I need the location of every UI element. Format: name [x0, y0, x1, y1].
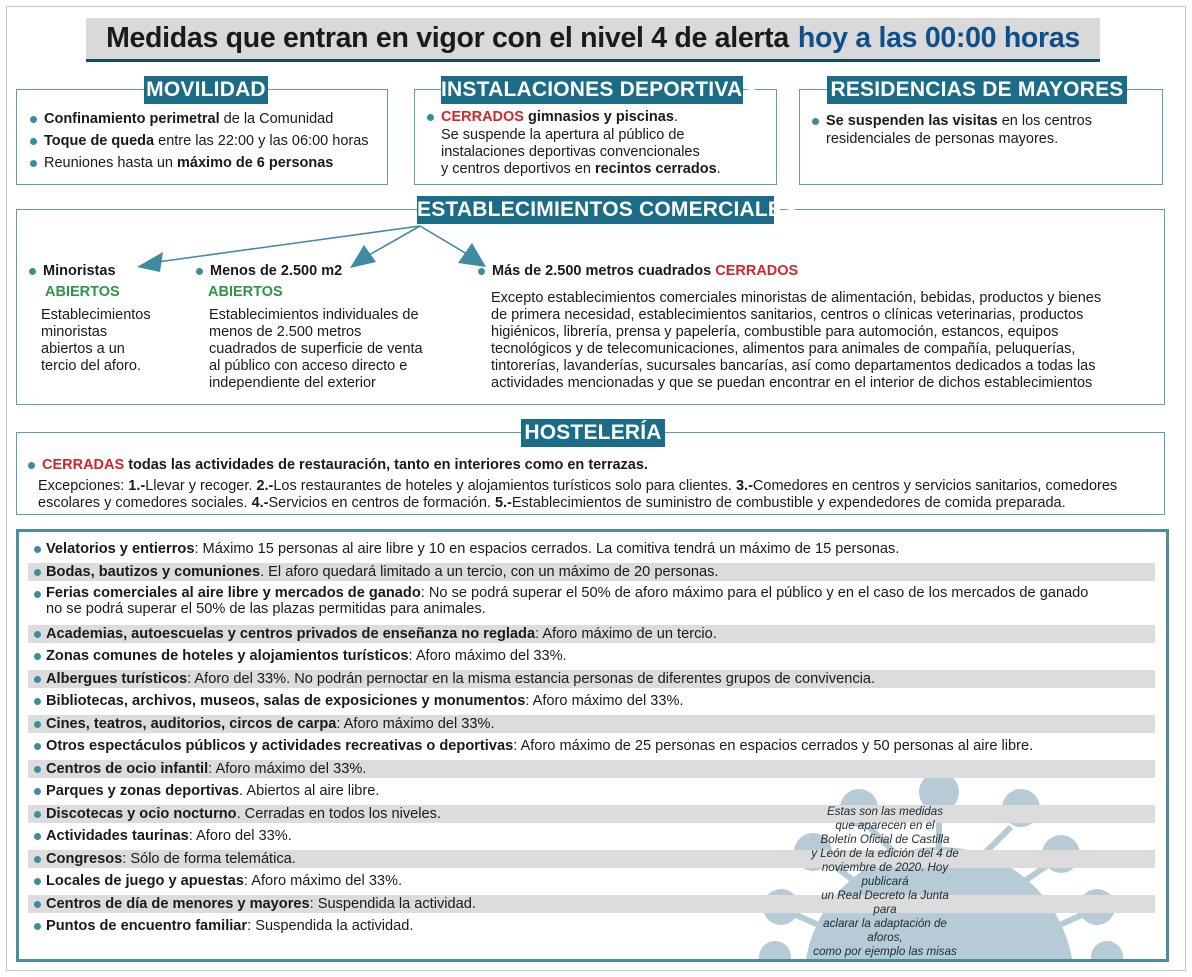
menos-line: cuadrados de superficie de venta [209, 341, 423, 357]
deportivas-line: instalaciones deportivas convencionales [441, 144, 700, 160]
virus-note-line: que aparecen en el [835, 819, 935, 832]
minoristas-status: ABIERTOS [45, 284, 120, 300]
list-item: CERRADOS gimnasios y piscinas. [427, 108, 772, 127]
table-row: Discotecas y ocio nocturno. Cerradas en todos los niveles. [28, 805, 1155, 823]
mas-title: Más de 2.500 metros cuadrados CERRADOS [478, 262, 1158, 281]
deportivas-heading: INSTALACIONES DEPORTIVAS [441, 76, 743, 104]
hosteleria-main: CERRADAS todas las actividades de restauración, tanto en interiores como en terrazas. [28, 456, 1163, 475]
table-row: Puntos de encuentro familiar: Suspendida la actividad. [28, 917, 1155, 935]
virus-note-line: como por ejemplo las misas [813, 945, 957, 958]
table-row: Zonas comunes de hoteles y alojamientos turísticos: Aforo máximo del 33%. [28, 647, 1155, 665]
table-row: Velatorios y entierros: Máximo 15 personas al aire libre y 10 en espacios cerrados. La comitiva tendrá un máximo de 15 personas. [28, 540, 1155, 558]
virus-note-line: aclarar la adaptación de aforos, [823, 917, 947, 944]
table-row: Centros de ocio infantil: Aforo máximo del 33%. [28, 760, 1155, 778]
table-row: Parques y zonas deportivas. Abiertos al aire libre. [28, 782, 1155, 800]
minoristas-title: Minoristas [29, 262, 179, 281]
menos-col [196, 262, 456, 392]
minoristas-line: abiertos a un [41, 341, 125, 357]
menos-line: menos de 2.500 metros [209, 324, 362, 340]
residencias-line: residenciales de personas mayores. [826, 131, 1059, 147]
mas-line: Excepto establecimientos comerciales minoristas de alimentación, bebidas, productos y bienes [491, 290, 1102, 306]
virus-note-line: noviembre de 2020. Hoy publicará [821, 861, 949, 888]
mas-status: CERRADOS [715, 263, 799, 279]
menos-line: Establecimientos individuales de [209, 307, 419, 323]
deportivas-line: y centros deportivos en recintos cerrados. [441, 161, 721, 177]
arrow-minoristas [150, 226, 420, 263]
deportivas-line: Se suspende la apertura al público de [441, 127, 685, 143]
minoristas-col [29, 262, 179, 375]
minoristas-line: Establecimientos [41, 307, 151, 323]
virus-note-line: un Real Decreto la Junta para [821, 889, 949, 916]
minoristas-line: tercio del aforo. [41, 358, 141, 374]
arrow-mas [420, 226, 472, 257]
list-item: Toque de queda entre las 22:00 y las 06:00 horas [30, 132, 380, 151]
table-row: Otros espectáculos públicos y actividades recreativas o deportivas: Aforo máximo de 25 personas en espacios cerrados y 50 personas al aire libre. [28, 737, 1155, 755]
table-row: Albergues turísticos: Aforo del 33%. No podrán pernoctar en la misma estancia personas de diferentes grupos de convivencia. [28, 670, 1155, 688]
mas-line: tintorerías, lavanderías, sucursales bancarías, así como departamentos dedicados a todas las [491, 358, 1096, 374]
title-highlight: hoy a las 00:00 horas [797, 22, 1080, 54]
residencias-heading: RESIDENCIAS DE MAYORES [827, 76, 1127, 104]
title-main: Medidas que entran en vigor con el nivel 4 de alerta [106, 22, 789, 54]
table-row: Academias, autoescuelas y centros privados de enseñanza no reglada: Aforo máximo de un tercio. [28, 625, 1155, 643]
arrow-menos [362, 226, 420, 259]
virus-note [810, 805, 960, 959]
hosteleria-heading: HOSTELERÍA [521, 419, 665, 447]
table-row: Centros de día de menores y mayores: Suspendida la actividad. [28, 895, 1155, 913]
mas-line: higiénicos, librería, prensa y papelería, combustible para automoción, estancos, equipos [491, 324, 1059, 340]
table-row: Ferias comerciales al aire libre y mercados de ganado: No se podrá superar el 50% de aforo máximo para el público y en el caso de los mercados de ganado no se podrá superar el 50% de las plazas permitidas para animales. [28, 585, 1155, 617]
virus-note-line: y León de la edición del 4 de [811, 847, 959, 860]
mas-line: actividades mencionadas y que se puedan encontrar en el interior de dichos establecimientos [491, 375, 1093, 391]
menos-title: Menos de 2.500 m2 [196, 262, 456, 281]
list-item: Reuniones hasta un máximo de 6 personas [30, 154, 380, 173]
table-row: Congresos: Sólo de forma telemática. [28, 850, 1155, 868]
hosteleria-exc-line2: escolares y comedores sociales. 4.-Servicios en centros de formación. 5.-Establecimientos de suministro de combustible y expendedores de comida preparada. [38, 495, 1066, 511]
hosteleria-exc-line1: Excepciones: 1.-Llevar y recoger. 2.-Los restaurantes de hoteles y alojamientos turísticos solo para clientes. 3.-Comedores en centros y servicios sanitarios, comedores [38, 478, 1118, 494]
list-item: Se suspenden las visitas en los centros [812, 112, 1157, 131]
table-row: Cines, teatros, auditorios, circos de carpa: Aforo máximo del 33%. [28, 715, 1155, 733]
minoristas-line: minoristas [41, 324, 108, 340]
list-item: Confinamiento perimetral de la Comunidad [30, 110, 380, 129]
mas-line: de primera necesidad, establecimientos sanitarios, centros o clínicas veterinarias, productos [491, 307, 1084, 323]
table-row: Bibliotecas, archivos, museos, salas de exposiciones y monumentos: Aforo máximo del 33%. [28, 692, 1155, 710]
menos-line: independiente del exterior [209, 375, 376, 391]
table-row: Bodas, bautizos y comuniones. El aforo quedará limitado a un tercio, con un máximo de 20 personas. [28, 563, 1155, 581]
mas-col [478, 262, 1158, 392]
menos-line: al público con acceso directo e [209, 358, 408, 374]
menos-status: ABIERTOS [208, 284, 283, 300]
table-row: Actividades taurinas: Aforo del 33%. [28, 827, 1155, 845]
mas-line: tecnológicos y de telecomunicaciones, alimentos para animales de compañía, peluquerías, [491, 341, 1076, 357]
hosteleria-text [28, 456, 1163, 512]
virus-note-line: Boletín Oficial de Castilla [820, 833, 950, 846]
virus-note-line: Estas son las medidas [827, 805, 943, 818]
comercio-heading: ESTABLECIMIENTOS COMERCIALES [417, 196, 774, 224]
comercio-arrows [0, 0, 1192, 300]
table-row: Locales de juego y apuestas: Aforo máximo del 33%. [28, 872, 1155, 890]
movilidad-heading: MOVILIDAD [144, 76, 268, 104]
